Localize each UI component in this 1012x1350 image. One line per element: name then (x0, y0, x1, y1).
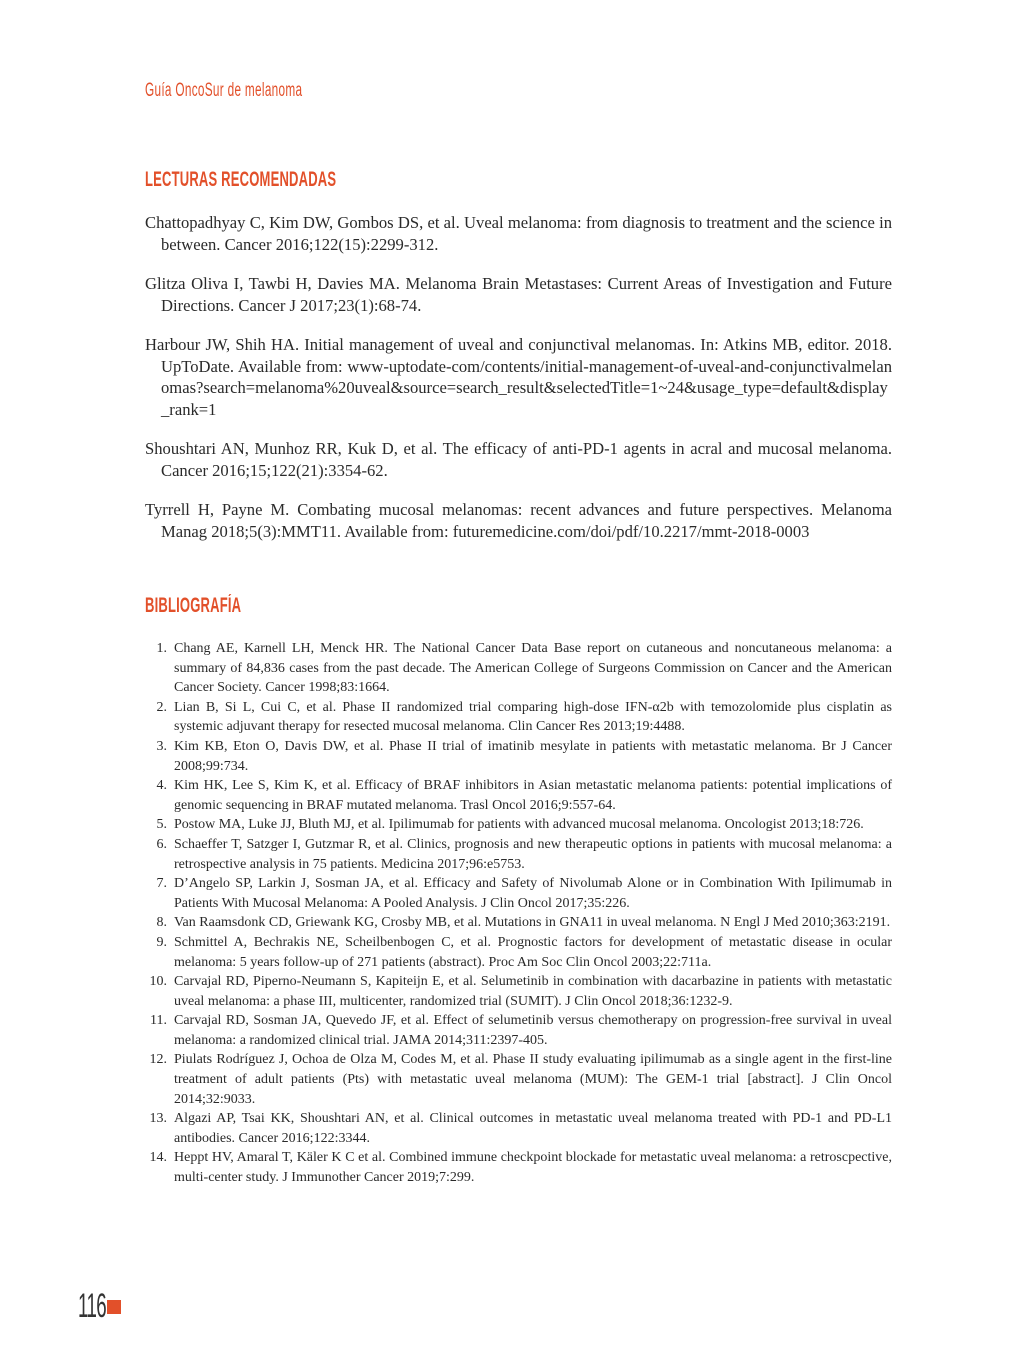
bibliography-number: 5. (156, 817, 167, 833)
bibliography-item (145, 933, 892, 972)
bibliography-number: 9. (156, 934, 167, 950)
bibliography-text: Chang AE, Karnell LH, Menck HR. The National Cancer Data Base report on cutaneous and noncutaneous melanoma: a summary of 84,836 cases from the past decade. The American College of Surgeons Commission on Cancer and the American Cancer Society. Cancer 1998;83:1664. (174, 641, 892, 696)
recommended-readings-list (145, 212, 892, 560)
bibliography-text: Heppt HV, Amaral T, Käler K C et al. Combined immune checkpoint blockade for metastatic uveal melanoma: a retroscpective, multi-center study. J Immunother Cancer 2019;7:299. (174, 1150, 892, 1186)
reading-item: Tyrrell H, Payne M. Combating mucosal melanomas: recent advances and future perspectives. Melanoma Manag 2018;5(3):MMT11. Available from: futuremedicine.com/doi/pdf/10.2217/mmt-2018-0003 (145, 500, 892, 541)
running-header: Guía OncoSur de melanoma (145, 80, 303, 101)
bibliography-item (145, 874, 892, 913)
bibliography-number: 1. (156, 641, 167, 656)
bibliography-item (145, 1148, 892, 1187)
bibliography-text: Van Raamsdonk CD, Griewank KG, Crosby MB, et al. Mutations in GNA11 in uveal melanoma. N Engl J Med 2010;363:2191. (174, 915, 891, 931)
bibliography-item (145, 1050, 892, 1109)
bibliography-number: 2. (156, 699, 167, 715)
recommended-readings-title: LECTURAS RECOMENDADAS (145, 168, 337, 191)
reading-item: Chattopadhyay C, Kim DW, Gombos DS, et al. Uveal melanoma: from diagnosis to treatment and the science in between. Cancer 2016;122(15):2299-312. (145, 213, 892, 254)
page-marker-square-icon (107, 1300, 121, 1314)
bibliography-text: Piulats Rodríguez J, Ochoa de Olza M, Codes M, et al. Phase II study evaluating ipilimumab as a single agent in the first-line treatment of adult patients (Pts) with metastatic uveal melanoma (MUM): The GEM-1 trial [abstract]. J Clin Oncol 2014;32:9033. (174, 1052, 892, 1107)
bibliography-list (145, 639, 892, 1188)
bibliography-number: 3. (156, 738, 167, 754)
bibliography-number: 4. (156, 778, 167, 794)
bibliography-item (145, 1109, 892, 1148)
page-number: 116 (78, 1287, 107, 1325)
bibliography-item (145, 1011, 892, 1050)
reading-item: Glitza Oliva I, Tawbi H, Davies MA. Melanoma Brain Metastases: Current Areas of Investigation and Future Directions. Cancer J 2017;23(1):68-74. (145, 274, 892, 315)
bibliography-text: Kim KB, Eton O, Davis DW, et al. Phase II trial of imatinib mesylate in patients with metastatic melanoma. Br J Cancer 2008;99:734. (174, 738, 892, 774)
bibliography-text: Postow MA, Luke JJ, Bluth MJ, et al. Ipilimumab for patients with advanced mucosal melanoma. Oncologist 2013;18:726. (174, 817, 864, 833)
bibliography-text: Lian B, Si L, Cui C, et al. Phase II randomized trial comparing high-dose IFN-α2b with temozolomide plus cisplatin as systemic adjuvant therapy for resected mucosal melanoma. Clin Cancer Res 2013;19:4488. (174, 699, 892, 735)
bibliography-item (145, 972, 892, 1011)
bibliography-number: 13. (149, 1111, 167, 1127)
bibliography-text: Carvajal RD, Piperno-Neumann S, Kapiteijn E, et al. Selumetinib in combination with dacarbazine in patients with metastatic uveal melanoma: a phase III, multicenter, randomized trial (SUMIT). J Clin Oncol 2018;36:1232-9. (174, 974, 892, 1009)
bibliography-text: Schmittel A, Bechrakis NE, Scheilbenbogen C, et al. Prognostic factors for development of metastatic disease in ocular melanoma: 5 years follow-up of 271 patients (abstract). Proc Am Soc Clin Oncol 2003;22:711a. (174, 934, 892, 970)
bibliography-text: Kim HK, Lee S, Kim K, et al. Efficacy of BRAF inhibitors in Asian metastatic melanoma patients: potential implications of genomic sequencing in BRAF mutated melanoma. Trasl Oncol 2016;9:557-64. (174, 778, 892, 813)
bibliography-number: 10. (149, 974, 167, 990)
bibliography-number: 6. (156, 836, 167, 852)
bibliography-title: BIBLIOGRAFÍA (145, 594, 242, 617)
bibliography-text: Carvajal RD, Sosman JA, Quevedo JF, et al. Effect of selumetinib versus chemotherapy on progression-free survival in uveal melanoma: a randomized clinical trial. JAMA 2014;311:2397-405. (174, 1013, 892, 1048)
bibliography-item (145, 698, 892, 737)
bibliography-item (145, 776, 892, 815)
bibliography-item (145, 815, 892, 835)
bibliography-number: 11. (150, 1013, 167, 1029)
bibliography-item (145, 639, 892, 698)
bibliography-text: Algazi AP, Tsai KK, Shoushtari AN, et al. Clinical outcomes in metastatic uveal melanoma treated with PD-1 and PD-L1 antibodies. Cancer 2016;122:3344. (174, 1111, 892, 1146)
reading-item: Harbour JW, Shih HA. Initial management of uveal and conjunctival melanomas. In: Atkins MB, editor. 2018. UpToDate. Available from: www-uptodate-com/contents/initial-management-of-uveal-and-conjunctivalmelanomas?search=melanoma%20uveal&source=search_result&selectedTitle=1~24&usage_type=default&display_rank=1 (145, 335, 892, 419)
bibliography-item (145, 835, 892, 874)
bibliography-number: 12. (149, 1052, 167, 1068)
bibliography-text: Schaeffer T, Satzger I, Gutzmar R, et al. Clinics, prognosis and new therapeutic options in patients with mucosal melanoma: a retrospective analysis in 75 patients. Medicina 2017;96:e5753. (174, 836, 892, 872)
bibliography-text: D’Angelo SP, Larkin J, Sosman JA, et al. Efficacy and Safety of Nivolumab Alone or in Combination With Ipilimumab in Patients With Mucosal Melanoma: A Pooled Analysis. J Clin Oncol 2017;35:226. (174, 876, 892, 911)
reading-item: Shoushtari AN, Munhoz RR, Kuk D, et al. The efficacy of anti-PD-1 agents in acral and mucosal melanoma. Cancer 2016;15;122(21):3354-62. (145, 439, 892, 480)
bibliography-number: 14. (149, 1150, 167, 1166)
bibliography-number: 7. (156, 876, 167, 892)
bibliography-number: 8. (156, 915, 167, 931)
bibliography-item (145, 913, 892, 933)
bibliography-item (145, 737, 892, 776)
